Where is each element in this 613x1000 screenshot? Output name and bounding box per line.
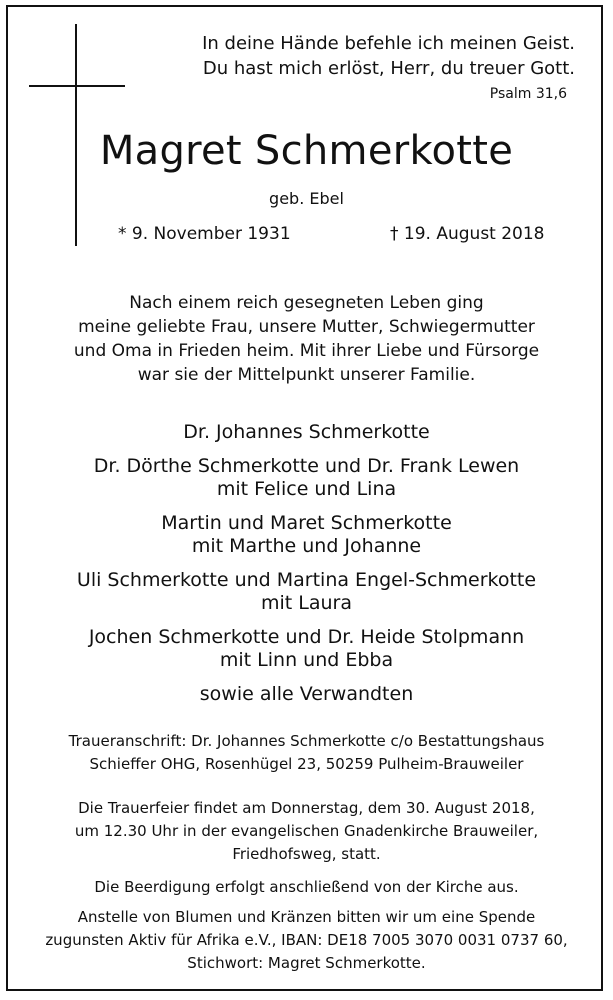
mourner-group	[0, 421, 613, 444]
service-line: um 12.30 Uhr in der evangelischen Gnadenkirche Brauweiler,	[74, 822, 539, 840]
maiden-name: geb. Ebel	[269, 189, 344, 208]
donation-line: zugunsten Aktiv für Afrika e.V., IBAN: DE18 7005 3070 0031 0737 60,	[45, 931, 568, 949]
donation-line: Stichwort: Magret Schmerkotte.	[187, 954, 426, 972]
address-line: Traueranschrift: Dr. Johannes Schmerkotte c/o Bestattungshaus	[68, 732, 545, 750]
verse-source: Psalm 31,6	[489, 86, 567, 102]
mourner-group	[0, 569, 613, 615]
intro-text	[0, 291, 613, 387]
mourner-line: Jochen Schmerkotte und Dr. Heide Stolpmann	[88, 626, 525, 648]
intro-line: war sie der Mittelpunkt unserer Familie.	[137, 365, 476, 385]
intro-line: und Oma in Frieden heim. Mit ihrer Liebe und Fürsorge	[73, 341, 540, 361]
mourner-line: sowie alle Verwandten	[199, 683, 414, 705]
donation-line: Anstelle von Blumen und Kränzen bitten wir um eine Spende	[77, 908, 536, 926]
mourner-group	[0, 455, 613, 501]
mourner-line: Dr. Dörthe Schmerkotte und Dr. Frank Lewen	[93, 455, 520, 477]
mourners-list	[0, 421, 613, 717]
mourner-line: mit Linn und Ebba	[219, 649, 394, 671]
mourner-line: Uli Schmerkotte und Martina Engel-Schmerkotte	[76, 569, 537, 591]
intro-line: Nach einem reich gesegneten Leben ging	[129, 293, 484, 313]
donation-info	[0, 906, 613, 975]
service-line: Friedhofsweg, statt.	[232, 845, 381, 863]
intro-line: meine geliebte Frau, unsere Mutter, Schwiegermutter	[78, 317, 535, 337]
mourner-line: Dr. Johannes Schmerkotte	[183, 421, 430, 443]
mourning-address	[0, 730, 613, 776]
verse-line: In deine Hände befehle ich meinen Geist.	[202, 33, 575, 54]
burial-info: Die Beerdigung erfolgt anschließend von der Kirche aus.	[94, 878, 519, 896]
verse-line: Du hast mich erlöst, Herr, du treuer Gott.	[202, 58, 575, 79]
address-line: Schieffer OHG, Rosenhügel 23, 50259 Pulheim-Brauweiler	[89, 755, 524, 773]
funeral-service-info	[0, 797, 613, 866]
mourner-line: mit Laura	[260, 592, 352, 614]
mourner-group	[0, 683, 613, 706]
mourner-line: mit Felice und Lina	[216, 478, 397, 500]
birth-date: * 9. November 1931	[118, 224, 291, 244]
mourner-group	[0, 512, 613, 558]
death-date: † 19. August 2018	[390, 224, 545, 244]
mourner-line: Martin und Maret Schmerkotte	[161, 512, 452, 534]
cross-icon-bar	[29, 85, 125, 87]
service-line: Die Trauerfeier findet am Donnerstag, dem 30. August 2018,	[78, 799, 535, 817]
mourner-group	[0, 626, 613, 672]
bible-verse	[202, 31, 575, 81]
deceased-name: Magret Schmerkotte	[99, 128, 514, 174]
mourner-line: mit Marthe und Johanne	[191, 535, 422, 557]
